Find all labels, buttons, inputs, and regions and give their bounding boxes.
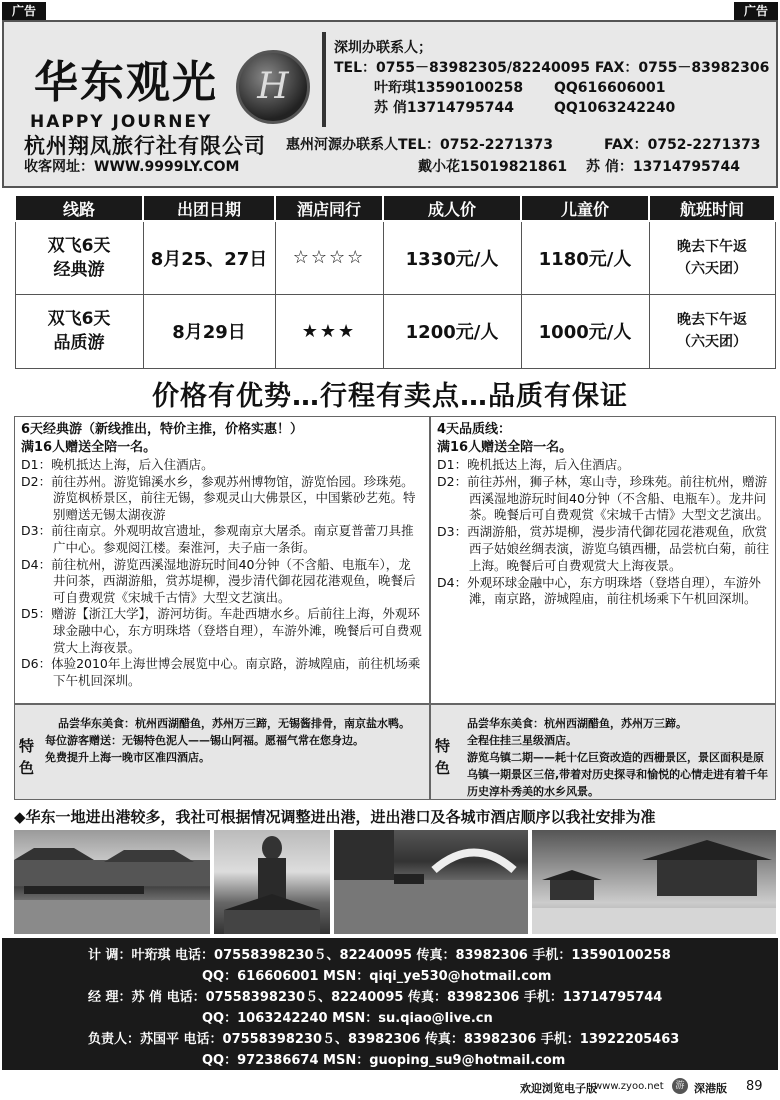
ad-label-left: 广告 — [2, 2, 46, 20]
col-child: 儿童价 — [521, 195, 649, 221]
child-price-cell: 1000元/人 — [521, 294, 649, 368]
day-item: D1：晚机抵达上海，后入住酒店。 — [21, 457, 214, 472]
footer-line: 计 调：叶珩琪 电话：07558398230５、82240095 传真：83982306 手机：13590100258 — [88, 948, 671, 963]
table-header-row — [15, 195, 775, 221]
features-badge: 特色 — [19, 737, 35, 777]
shenzhen-contacts — [334, 38, 769, 118]
itinerary-subtitle: 满16人赠送全陪一名。 — [21, 440, 157, 455]
divider — [322, 32, 326, 127]
photo-buddha — [214, 830, 330, 934]
day-item: D1：晚机抵达上海，后入住酒店。 — [437, 457, 630, 472]
port-note: ◆华东一地进出港较多，我社可根据情况调整进出港，进出港口及各城市酒店顺序以我社安排为准 — [14, 808, 656, 826]
itinerary-4day — [430, 416, 776, 704]
day-item: D2：前往苏州。游览锦溪水乡，参观苏州博物馆，游览怡园。珍珠苑。游览枫桥景区，前往无锡，参观灵山大佛景区，中国紫砂艺苑。特别赠送无锡太湖夜游 — [21, 473, 416, 522]
contact-3: 戴小花15019821861 — [418, 159, 568, 175]
features-left — [14, 704, 430, 800]
contact-footer — [2, 938, 778, 1070]
day-item: D2：前往苏州，狮子林，寒山寺，珍珠苑。前往杭州，赠游西溪湿地游玩时间40分钟（不含船、电瓶车）。龙井问茶。晚餐后可自费观赏《宋城千古情》大型文艺演出。 — [437, 473, 770, 523]
itinerary-subtitle: 满16人赠送全陪一名。 — [437, 440, 573, 455]
itinerary-6day — [14, 416, 430, 704]
day-item: D4：前往杭州，游览西溪湿地游玩时间40分钟（不含船、电瓶车），龙井问茶，西湖游船，赏苏堤柳，漫步清代御花园花港观鱼，晚餐后可自费观赏《宋城千古情》大型文艺演出。 — [21, 556, 416, 605]
logo — [24, 40, 324, 140]
site-logo-icon: 游 — [672, 1078, 688, 1094]
photo-pavilion — [532, 830, 776, 934]
adult-price-cell: 1330元/人 — [383, 221, 521, 294]
footer-line: 负责人：苏国平 电话：07558398230５、83982306 传真：83982306 手机：13922205463 — [88, 1032, 680, 1047]
day-item: D5：赠游【浙江大学】，游河坊街。车赴西塘水乡。后前往上海，外观环球金融中心，东方明珠塔（登塔自理），车游外滩，晚餐后可自费观赏大上海夜景。 — [21, 606, 422, 655]
footer-line: QQ：616606001 MSN：qiqi_ye530@hotmail.com — [202, 969, 552, 984]
ad-label-right: 广告 — [734, 2, 778, 20]
photo-strip — [14, 830, 776, 934]
logo-english: HAPPY JOURNEY — [30, 112, 213, 132]
shenzhen-tel: TEL：0755－83982305/82240095 FAX：0755－83982306 — [334, 60, 770, 76]
price-table — [14, 194, 776, 369]
hotel-cell: ☆☆☆☆ — [275, 221, 383, 294]
header-banner — [2, 20, 778, 188]
day-item: D3：前往南京。外观明故宫遗址，参观南京大屠杀。南京夏普蕾刀具推广中心。参观阅江楼。秦淮河，夫子庙一条街。 — [21, 523, 414, 555]
child-price-cell: 1180元/人 — [521, 221, 649, 294]
table-row — [15, 221, 775, 294]
itinerary-title: 4天品质线： — [437, 422, 512, 437]
site-url[interactable]: www.zyoo.net — [594, 1081, 664, 1092]
date-cell: 8月25、27日 — [143, 221, 275, 294]
adult-price-cell: 1200元/人 — [383, 294, 521, 368]
slogan: 价格有优势…行程有卖点…品质有保证 — [152, 381, 628, 412]
itinerary-title: 6天经典游（新线推出，特价主推，价格实惠！） — [21, 422, 304, 437]
hotel-cell: ★★★ — [275, 294, 383, 368]
flight-cell: 晚去下午返 （六天团） — [649, 221, 775, 294]
huizhou-tel: 惠州河源办联系人TEL：0752-2271373 — [286, 137, 553, 153]
day-item: D3：西湖游船，赏苏堤柳，漫步清代御花园花港观鱼，欣赏西子姑娘丝绸表演，游览乌镇西栅，品尝杭白菊，前往上海。晚餐后可自费观赏大上海夜景。 — [437, 524, 770, 573]
logo-chinese: 华东观光 — [34, 57, 218, 108]
edition: 深港版 — [694, 1082, 727, 1095]
shenzhen-title: 深圳办联系人； — [334, 40, 432, 56]
day-item: D4：外观环球金融中心，东方明珠塔（登塔自理），车游外滩，南京路，游城隍庙，前往机场乘下午机回深圳。 — [437, 574, 761, 607]
footer-line: QQ：1063242240 MSN：su.qiao@live.cn — [202, 1011, 493, 1026]
features-badge: 特色 — [435, 737, 451, 777]
features-text: 品尝华东美食：杭州西湖醋鱼，苏州万三蹄，无锡酱排骨，南京盐水鸭。 每位游客赠送：无锡特色泥人——锡山阿福。愿福气常在您身边。 免费提升上海一晚市区准四酒店。 — [45, 717, 410, 764]
website: 收客网址：WWW.9999LY.COM — [24, 159, 240, 175]
welcome-text: 欢迎浏览电子版 — [520, 1082, 597, 1095]
footer-line: 经 理：苏 俏 电话：07558398230５、82240095 传真：83982306 手机：13714795744 — [88, 990, 663, 1005]
col-date: 出团日期 — [143, 195, 275, 221]
photo-river-bridge — [334, 830, 528, 934]
day-item: D6：体验2010年上海世博会展览中心。南京路，游城隍庙，前往机场乘下午机回深圳。 — [21, 656, 421, 688]
col-flight: 航班时间 — [649, 195, 775, 221]
footer-line: QQ：972386674 MSN：guoping_su9@hotmail.com — [202, 1053, 566, 1068]
col-adult: 成人价 — [383, 195, 521, 221]
date-cell: 8月29日 — [143, 294, 275, 368]
contact-4: 苏 俏：13714795744 — [586, 159, 741, 175]
page-footer — [0, 1076, 780, 1098]
company-name: 杭州翔凤旅行社有限公司 — [24, 134, 266, 158]
flight-cell: 晚去下午返 （六天团） — [649, 294, 775, 368]
logo-circle-icon: H — [236, 50, 310, 124]
page-number: 89 — [746, 1079, 763, 1094]
features-right — [430, 704, 776, 800]
photo-water-town — [14, 830, 210, 934]
huizhou-fax: FAX：0752-2271373 — [604, 137, 761, 153]
contact-2: 苏 俏13714795744 QQ1063242240 — [374, 100, 676, 116]
route-cell: 双飞6天 品质游 — [15, 294, 143, 368]
col-route: 线路 — [15, 195, 143, 221]
route-cell: 双飞6天 经典游 — [15, 221, 143, 294]
col-hotel: 酒店同行 — [275, 195, 383, 221]
features-text: 品尝华东美食：杭州西湖醋鱼，苏州万三蹄。 全程住挂三星级酒店。 游览乌镇二期——耗十亿巨资改造的西栅景区，景区面积是原乌镇一期景区三倍,带着对历史探寻和愉悦的心情走进有着千年历史淳朴秀美的水乡风景。 — [467, 717, 769, 798]
contact-1: 叶珩琪13590100258 QQ616606001 — [374, 80, 666, 96]
table-row — [15, 294, 775, 368]
